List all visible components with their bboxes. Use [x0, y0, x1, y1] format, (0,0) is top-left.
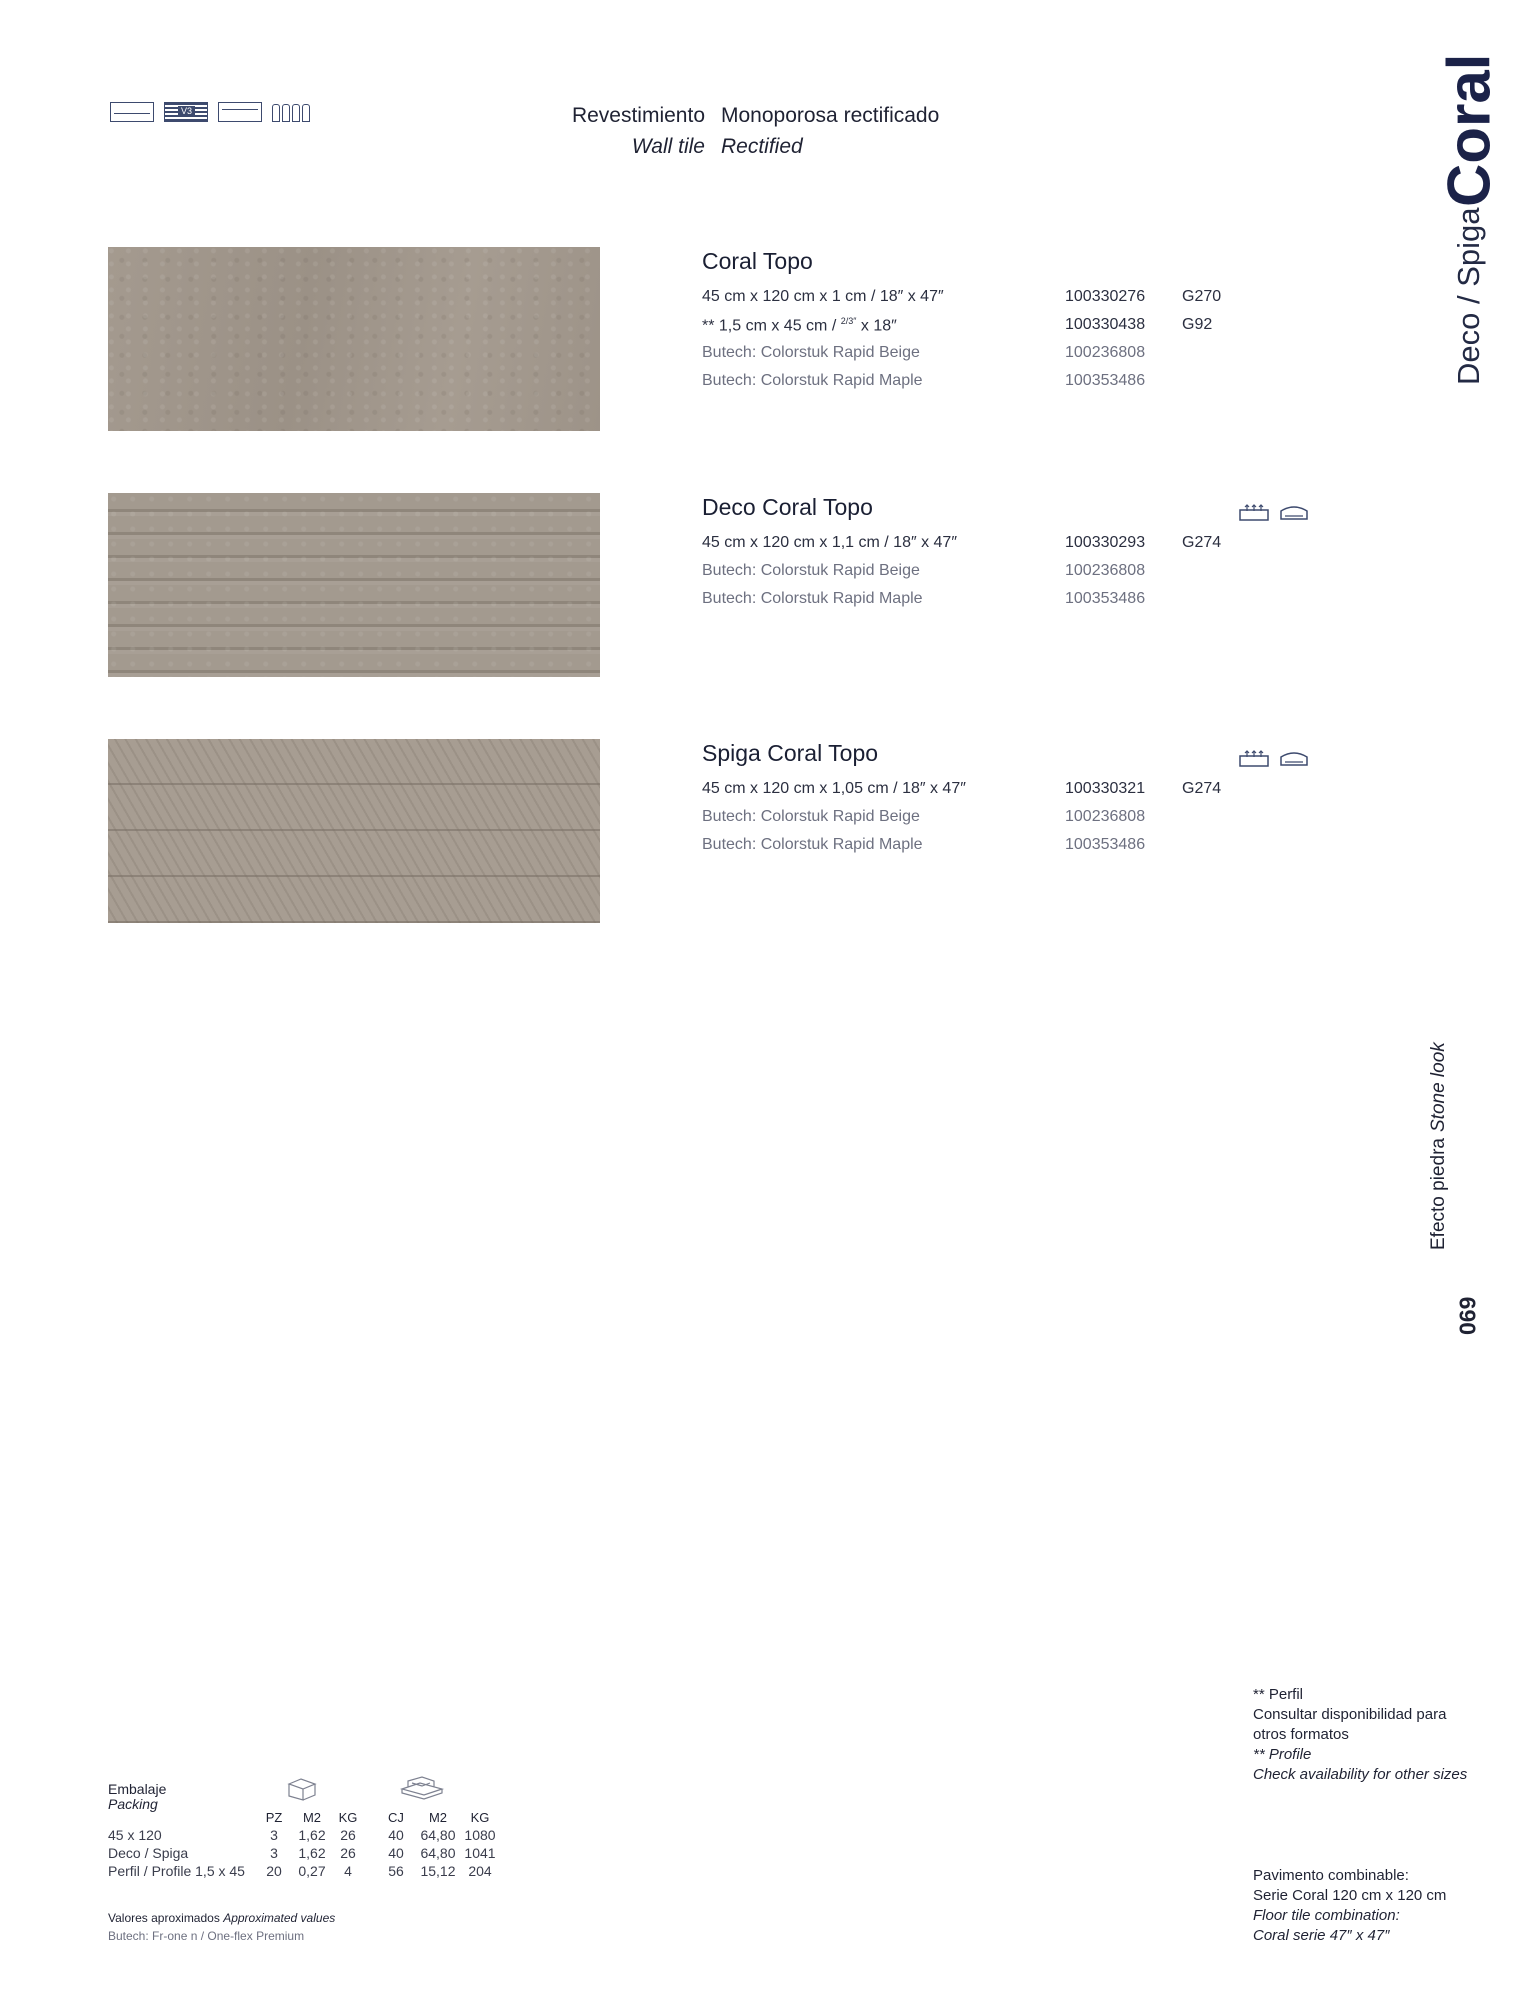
- grout-code: 100236808: [1065, 344, 1146, 361]
- finish-en: Rectified: [721, 135, 803, 158]
- packing-row: Deco / Spiga 3 1,62 26 40 64,80 1041: [108, 1845, 496, 1861]
- grout-maple: Butech: Colorstuk Rapid Maple: [702, 836, 923, 853]
- product-grade: G274: [1182, 534, 1222, 551]
- category-es: Efecto piedra: [1428, 1138, 1449, 1250]
- profile-size: ** 1,5 cm x 45 cm / $^{2/3''}$ x 18″: [702, 316, 897, 335]
- box-icon: [286, 1777, 318, 1801]
- shade-variation-icon: V3: [164, 102, 208, 122]
- tile-image-coral-topo: [108, 247, 600, 431]
- page-number: 069: [1454, 1296, 1481, 1335]
- decor-piece-icon: [1279, 749, 1309, 767]
- grout-beige: Butech: Colorstuk Rapid Beige: [702, 808, 920, 825]
- grout-code: 100353486: [1065, 590, 1146, 607]
- product-size: 45 cm x 120 cm x 1 cm / 18″ x 47″: [702, 288, 944, 305]
- profile-note: ** Perfil Consultar disponibilidad para otros formatos ** Profile Check availability for other sizes: [1253, 1686, 1468, 1783]
- product-grade: G270: [1182, 288, 1222, 305]
- relief-icon: [1239, 749, 1269, 767]
- relief-icon: [1239, 503, 1269, 521]
- series-name: Coral: [1435, 54, 1503, 208]
- format-icons: [110, 102, 316, 122]
- monoporosa-icon: [218, 102, 262, 122]
- product-size: 45 cm x 120 cm x 1,05 cm / 18″ x 47″: [702, 780, 966, 797]
- product-code: 100330321: [1065, 780, 1146, 797]
- finish-es: Monoporosa rectificado: [721, 104, 940, 127]
- packing-title: Embalaje Packing: [108, 1781, 167, 1812]
- product-name: Coral Topo: [702, 248, 813, 274]
- grout-code: 100353486: [1065, 372, 1146, 389]
- tile-image-deco-coral-topo: [108, 493, 600, 677]
- grout-maple: Butech: Colorstuk Rapid Maple: [702, 372, 923, 389]
- grout-beige: Butech: Colorstuk Rapid Beige: [702, 562, 920, 579]
- product-code: 100330293: [1065, 534, 1146, 551]
- pallet-icon: [398, 1775, 446, 1801]
- approx-values-note: Valores aproximados Approximated values: [108, 1911, 336, 1925]
- tile-image-spiga-coral-topo: [108, 739, 600, 923]
- series-title: [1435, 40, 1503, 385]
- product-name: Spiga Coral Topo: [702, 740, 879, 766]
- grout-code: 100353486: [1065, 836, 1146, 853]
- floor-combination-note: Pavimento combinable: Serie Coral 120 cm x 120 cm Floor tile combination: Coral serie 47″ x 47″: [1253, 1867, 1447, 1944]
- grout-code: 100236808: [1065, 808, 1146, 825]
- product-code: 100330276: [1065, 288, 1146, 305]
- packing-row: Perfil / Profile 1,5 x 45 20 0,27 4 56 15,12 204: [108, 1863, 492, 1879]
- packing-row: 45 x 120 3 1,62 26 40 64,80 1080: [108, 1827, 496, 1843]
- grout-beige: Butech: Colorstuk Rapid Beige: [702, 344, 920, 361]
- tile-type-es: Revestimiento: [571, 104, 705, 127]
- product-name: Deco Coral Topo: [702, 494, 873, 520]
- tile-type-en: Wall tile: [631, 135, 705, 158]
- grout-maple: Butech: Colorstuk Rapid Maple: [702, 590, 923, 607]
- wall-tile-icon: [272, 102, 316, 122]
- decor-piece-icon: [1279, 503, 1309, 521]
- product-size: 45 cm x 120 cm x 1,1 cm / 18″ x 47″: [702, 534, 957, 551]
- product-grade: G274: [1182, 780, 1222, 797]
- packing-table: [108, 1808, 500, 1880]
- packing-header-row: PZ M2 KG CJ M2 KG: [265, 1809, 490, 1825]
- series-subtitle: Deco / Spiga: [1451, 207, 1486, 385]
- product-grade: G92: [1182, 316, 1213, 333]
- category-en: Stone look: [1428, 1042, 1449, 1133]
- category-label: [1428, 1042, 1488, 1250]
- grout-code: 100236808: [1065, 562, 1146, 579]
- product-code: 100330438: [1065, 316, 1146, 333]
- rectified-edge-icon: [110, 102, 154, 122]
- butech-note: Butech: Fr-one n / One-flex Premium: [108, 1929, 305, 1943]
